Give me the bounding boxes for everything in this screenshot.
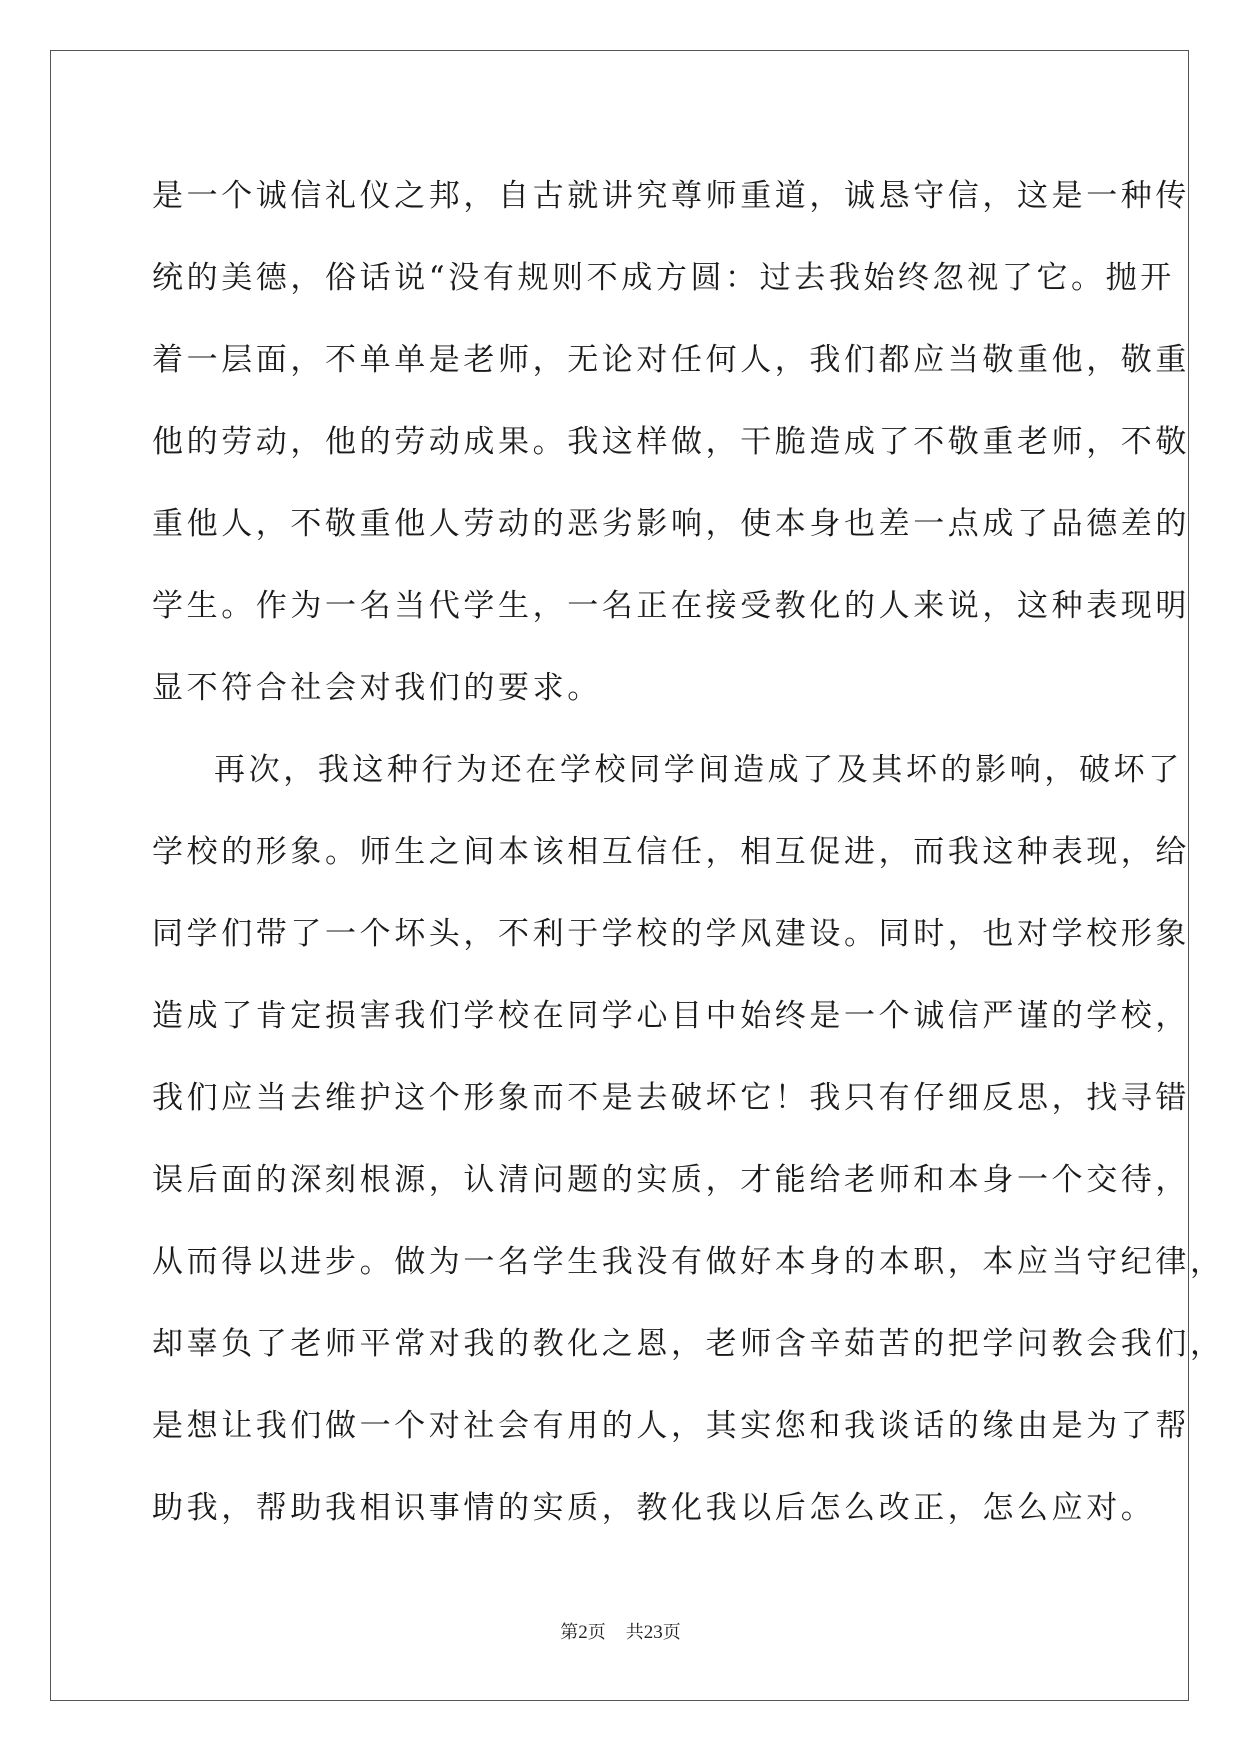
- page-number: 2: [578, 1622, 588, 1643]
- total-pages: 23: [643, 1622, 663, 1643]
- text-line: 学校的形象。师生之间本该相互信任，相互促进，而我这种表现，给: [152, 834, 1190, 870]
- text-line: 统的美德，俗话说“没有规则不成方圆：过去我始终忽视了它。抛开: [152, 260, 1175, 296]
- text-line: 却辜负了老师平常对我的教化之恩，老师含辛茹苦的把学问教会我们，: [152, 1326, 1225, 1362]
- page-suffix: 页: [587, 1622, 606, 1642]
- total-prefix: 共: [625, 1622, 644, 1642]
- page-footer: [0, 1618, 1241, 1644]
- text-line: 从而得以进步。做为一名学生我没有做好本身的本职，本应当守纪律，: [152, 1244, 1225, 1280]
- text-line: 同学们带了一个坏头，不利于学校的学风建设。同时，也对学校形象: [152, 916, 1190, 952]
- text-line: 是一个诚信礼仪之邦，自古就讲究尊师重道，诚恳守信，这是一种传: [152, 178, 1190, 214]
- page-prefix: 第: [560, 1622, 579, 1642]
- text-line: 着一层面，不单单是老师，无论对任何人，我们都应当敬重他，敬重: [152, 342, 1190, 378]
- text-line: 误后面的深刻根源，认清问题的实质，才能给老师和本身一个交待，: [152, 1162, 1190, 1198]
- paragraph-first-line: 再次，我这种行为还在学校同学间造成了及其坏的影响，破坏了: [214, 752, 1183, 788]
- text-line: 他的劳动，他的劳动成果。我这样做，干脆造成了不敬重老师，不敬: [152, 424, 1190, 460]
- text-line: 显不符合社会对我们的要求。: [152, 670, 602, 706]
- total-suffix: 页: [662, 1622, 681, 1642]
- document-body: [152, 155, 1225, 1549]
- text-line: 是想让我们做一个对社会有用的人，其实您和我谈话的缘由是为了帮: [152, 1408, 1190, 1444]
- text-line: 重他人，不敬重他人劳动的恶劣影响，使本身也差一点成了品德差的: [152, 506, 1190, 542]
- text-line: 学生。作为一名当代学生，一名正在接受教化的人来说，这种表现明: [152, 588, 1190, 624]
- text-line: 造成了肯定损害我们学校在同学心目中始终是一个诚信严谨的学校，: [152, 998, 1190, 1034]
- text-line: 助我，帮助我相识事情的实质，教化我以后怎么改正，怎么应对。: [152, 1490, 1156, 1526]
- text-line: 我们应当去维护这个形象而不是去破坏它！我只有仔细反思，找寻错: [152, 1080, 1190, 1116]
